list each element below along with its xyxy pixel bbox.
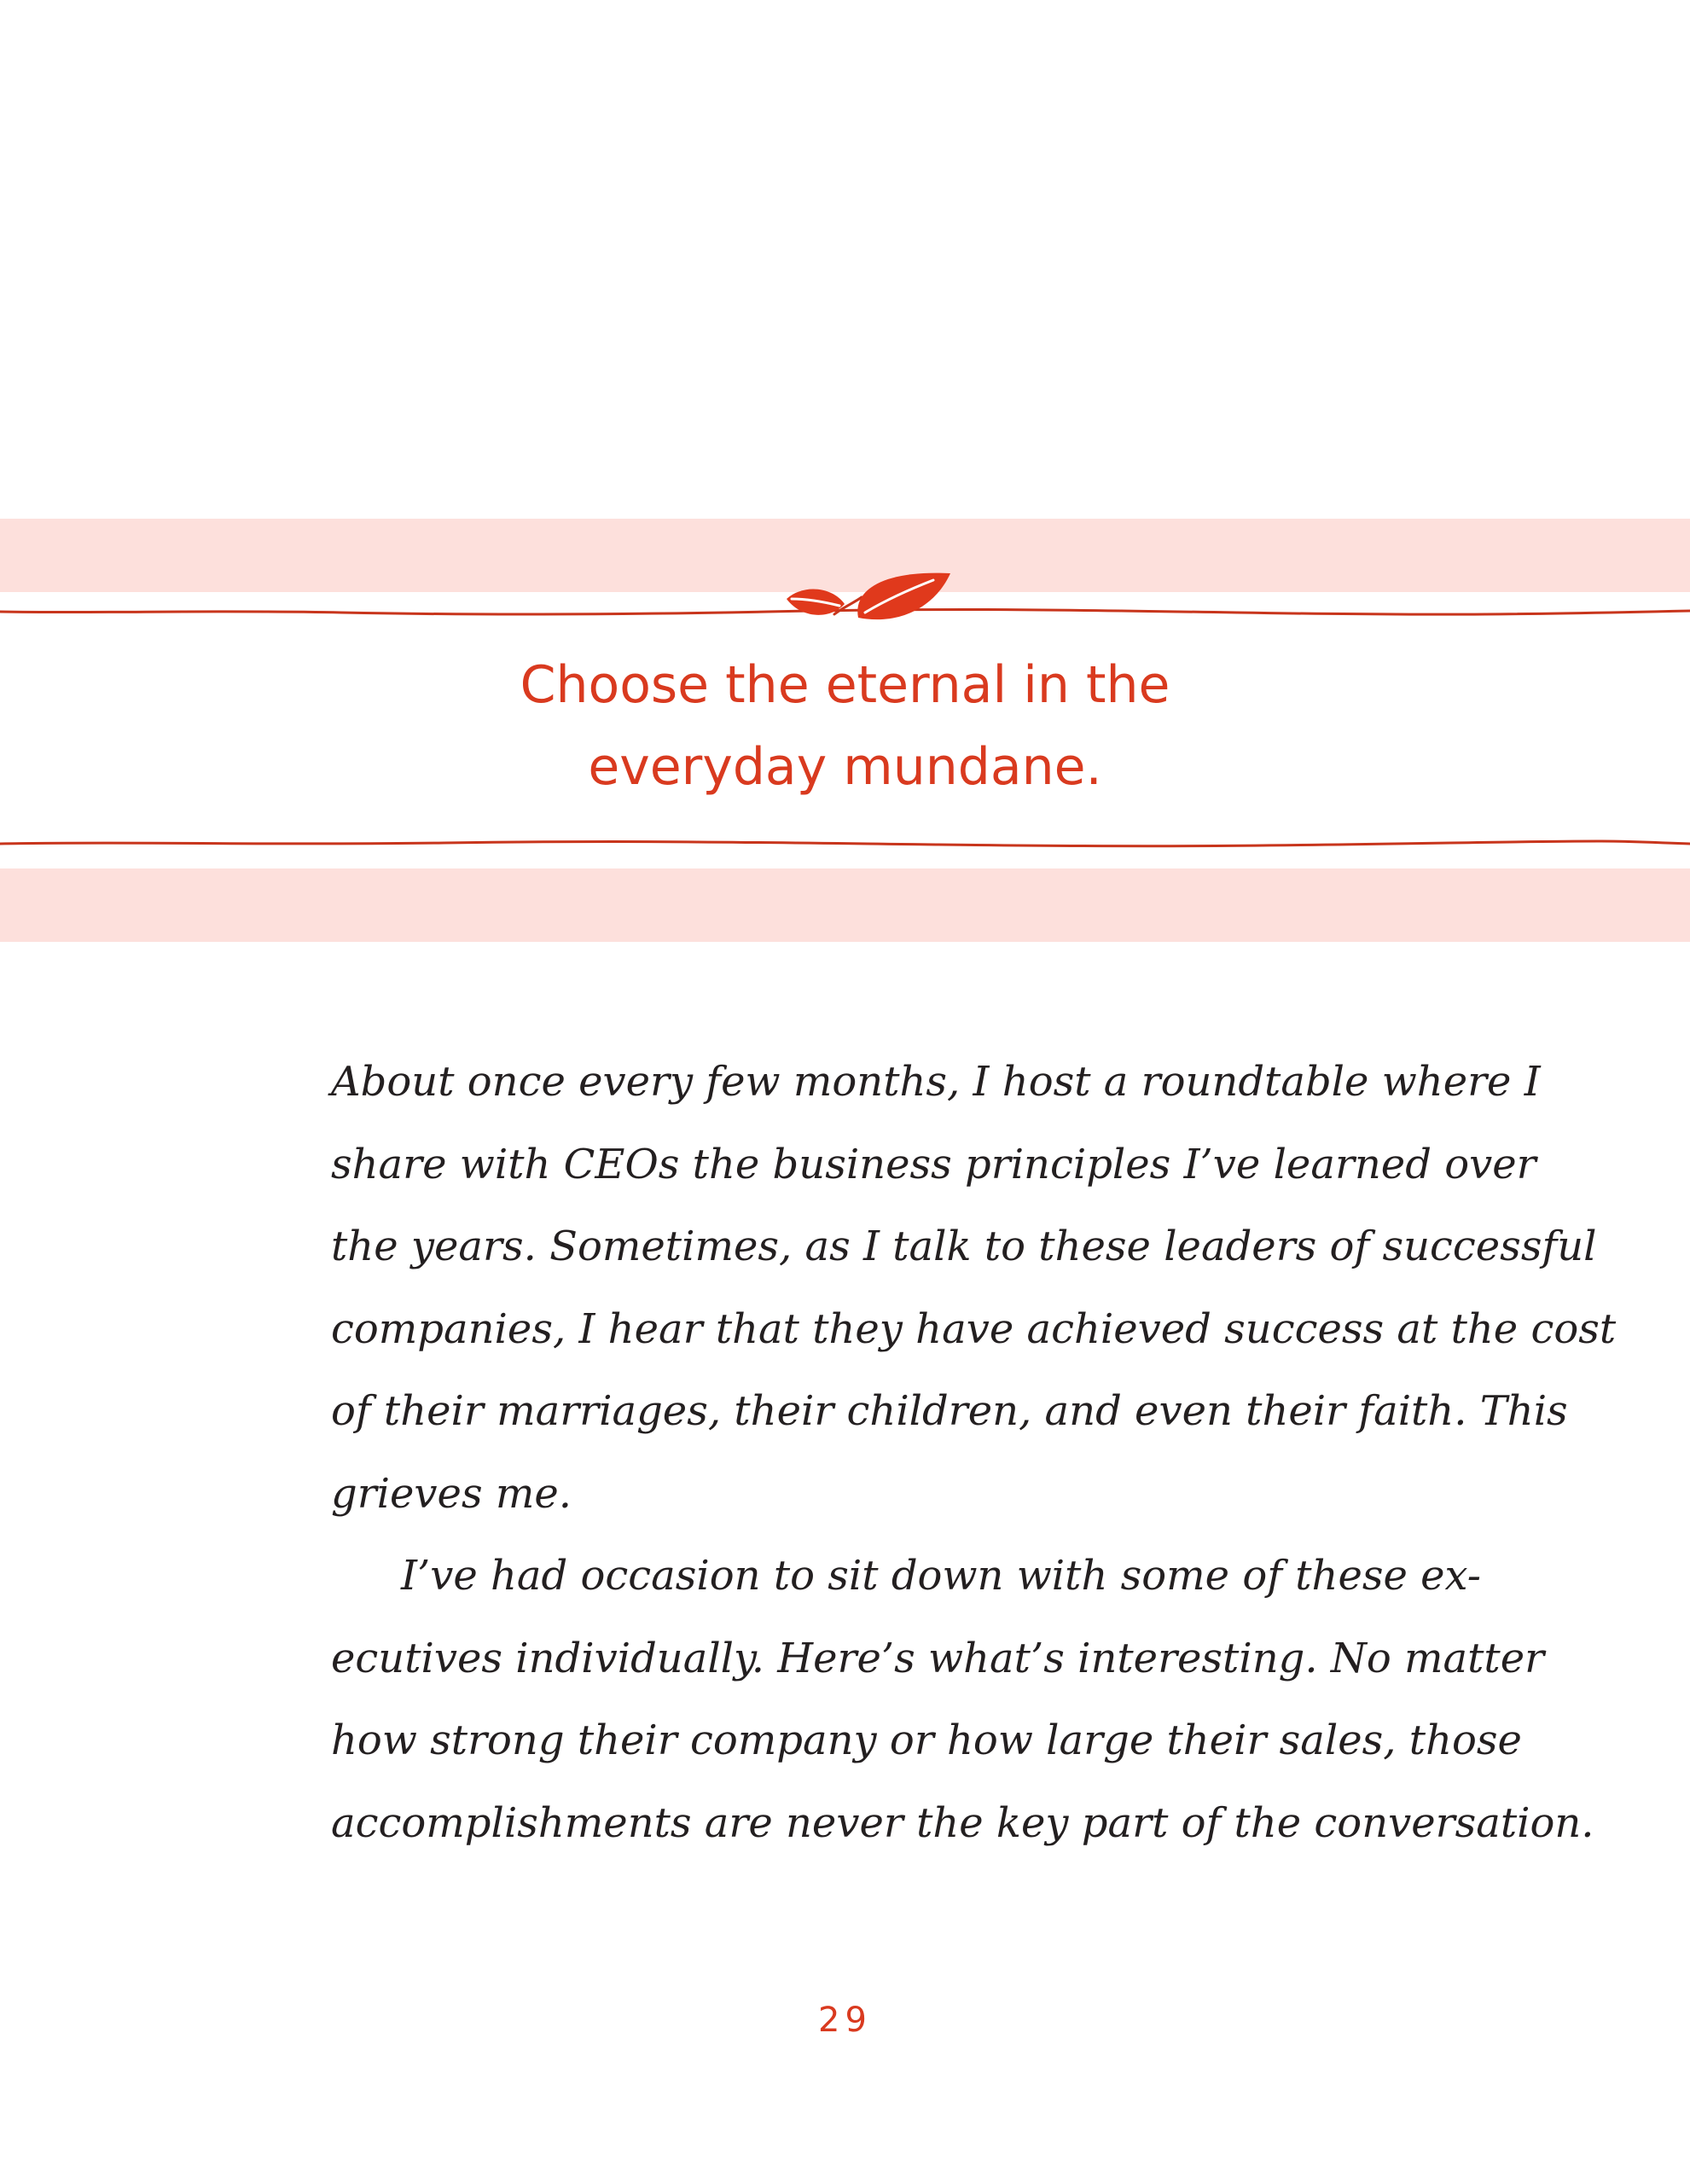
page-number: 29	[818, 2001, 872, 2040]
body-text	[331, 1041, 1617, 1864]
body-line: the years. Sometimes, as I talk to these leaders of successful	[331, 1223, 1597, 1270]
pullquote	[0, 644, 1690, 808]
body-line: companies, I hear that they have achieved success at the cost	[331, 1304, 1617, 1353]
leaves-icon	[783, 555, 954, 631]
pullquote-line: everyday mundane.	[588, 737, 1102, 797]
pullquote-line: Choose the eternal in the	[520, 655, 1170, 715]
body-line: I’ve had occasion to sit down with some of these ex-	[401, 1552, 1481, 1600]
body-line: share with CEOs the business principles I’ve learned over	[331, 1140, 1536, 1188]
body-line: of their marriages, their children, and even their faith. This	[331, 1387, 1568, 1435]
body-line: About once every few months, I host a roundtable where I	[331, 1058, 1541, 1106]
bottom-pink-band	[0, 868, 1690, 942]
bottom-wavy-rule	[0, 832, 1690, 857]
body-line: how strong their company or how large their sales, those	[331, 1716, 1522, 1764]
body-line: accomplishments are never the key part of the conversation.	[331, 1798, 1594, 1847]
body-line: grieves me.	[331, 1469, 572, 1518]
body-line: ecutives individually. Here’s what’s interesting. No matter	[331, 1634, 1545, 1682]
